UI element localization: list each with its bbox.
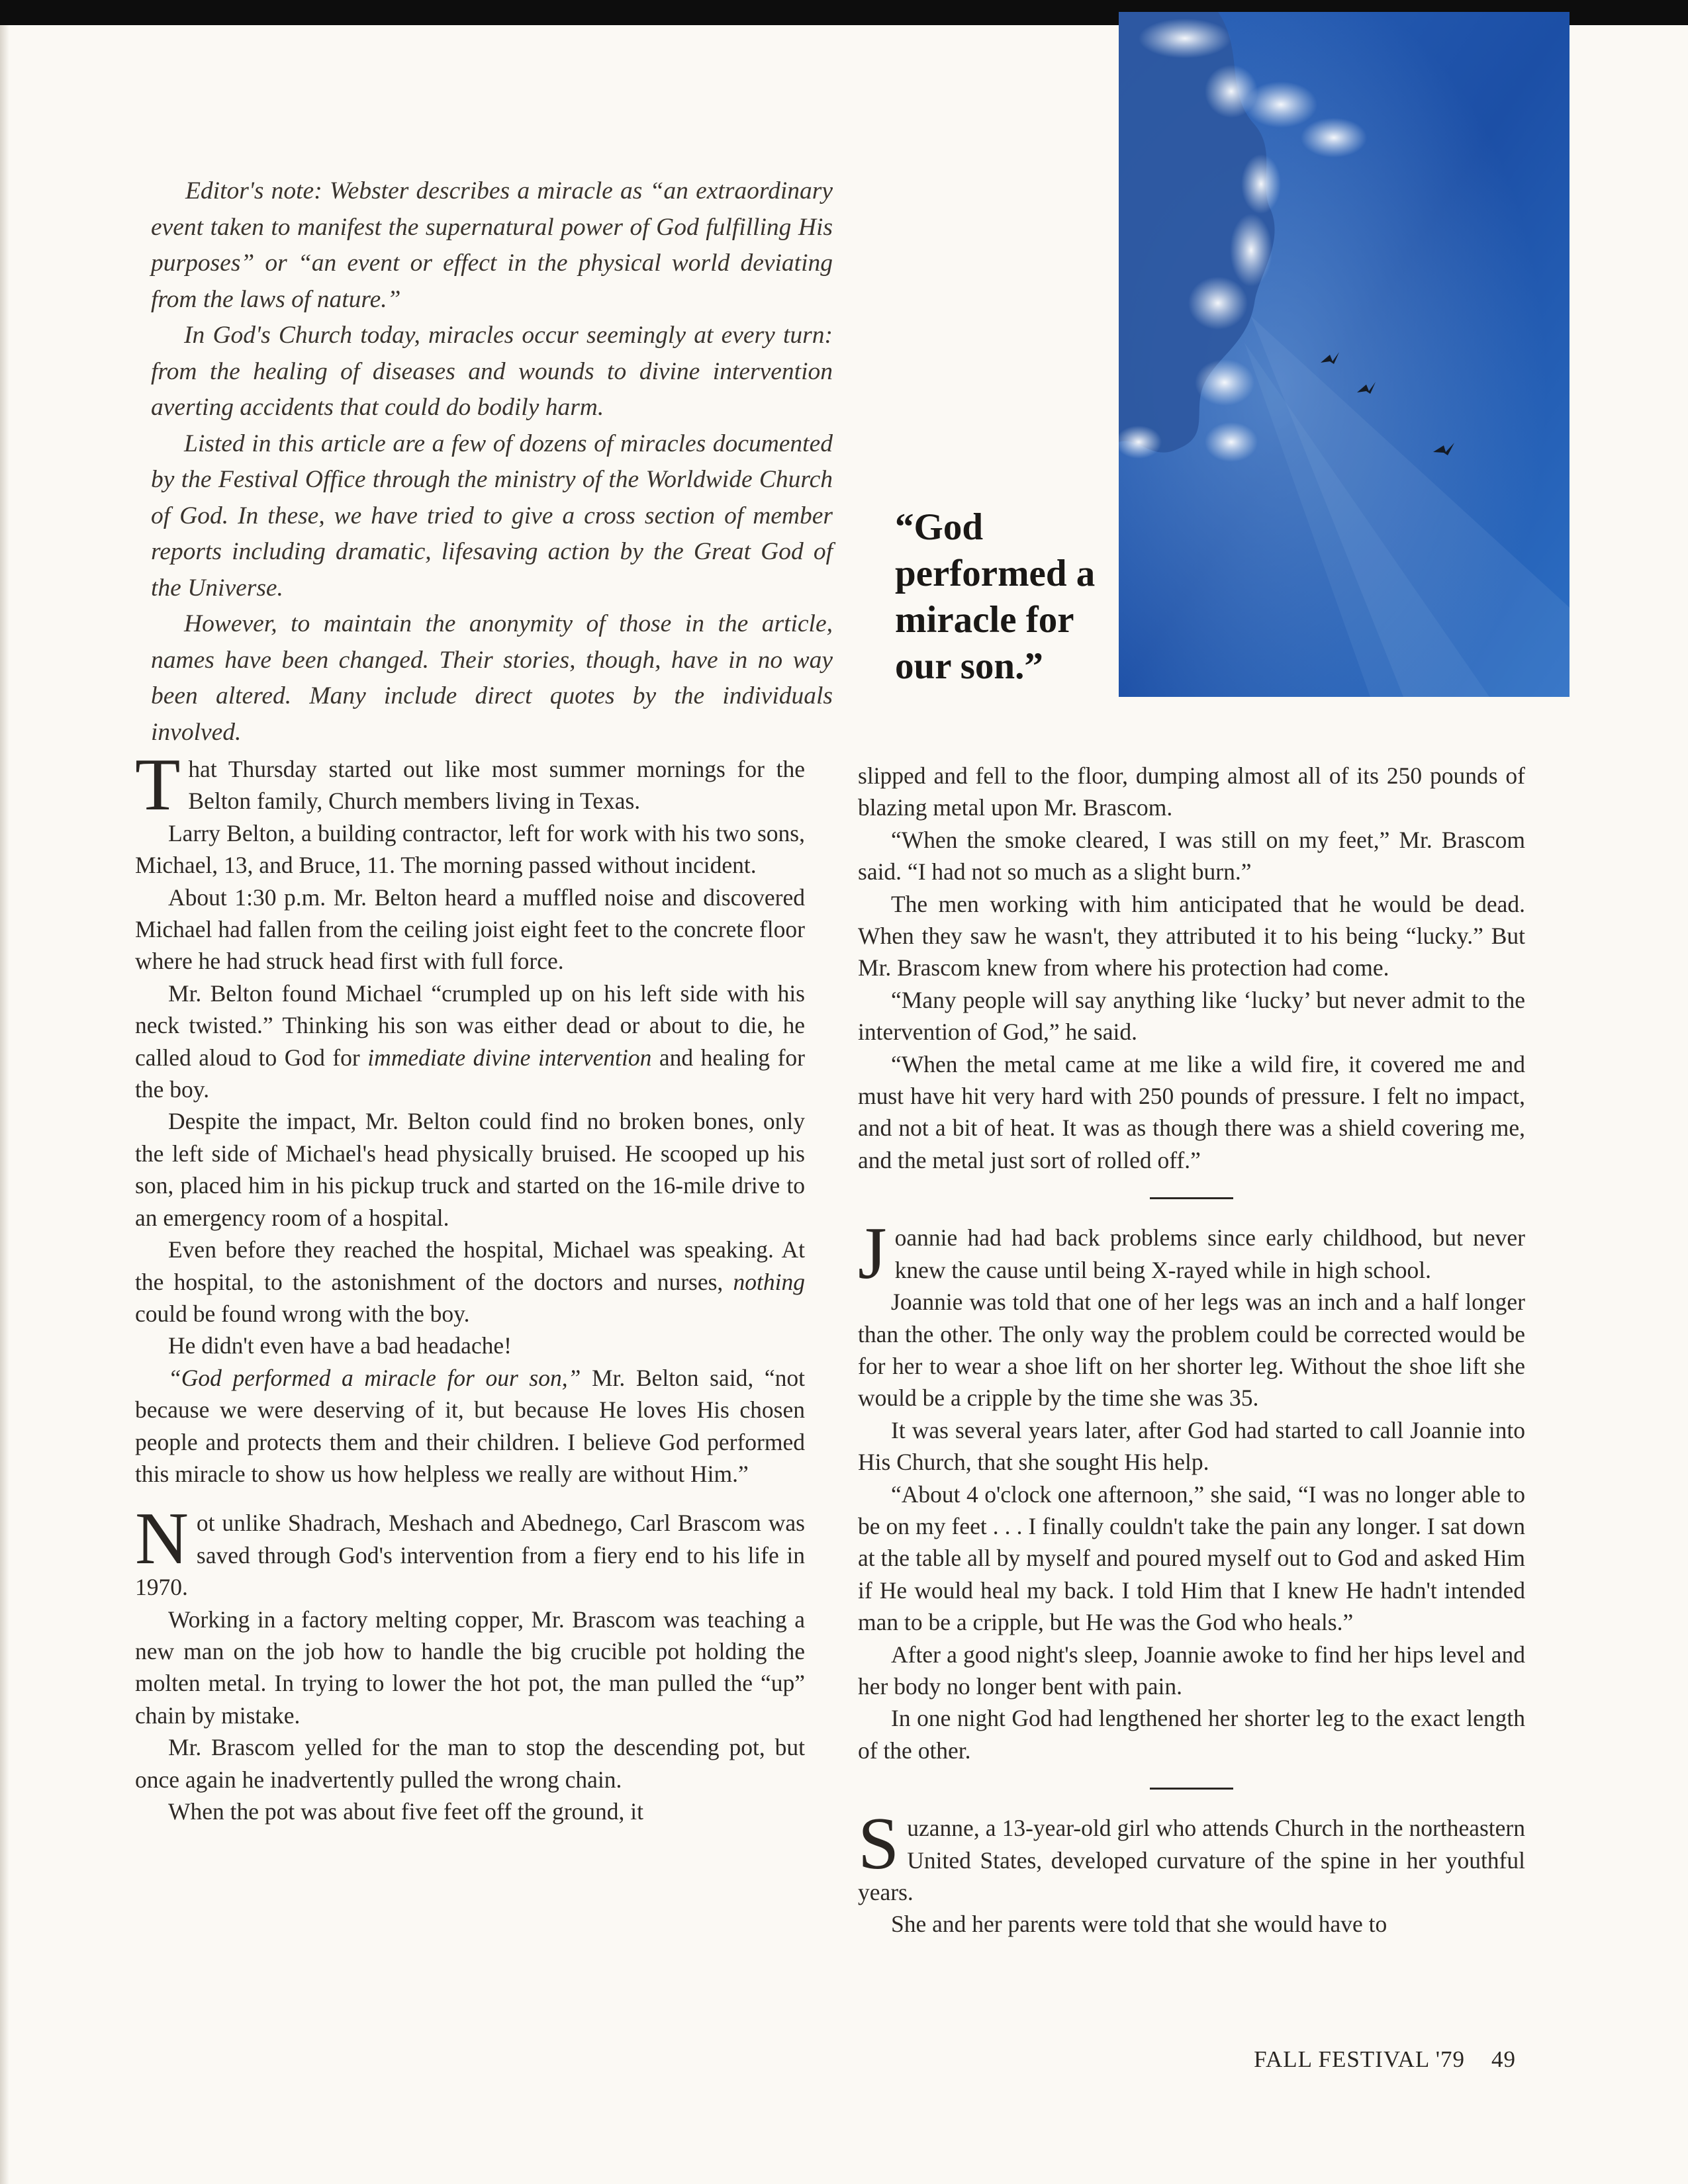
story-paragraph (135, 1498, 805, 1603)
story-emphasis: immediate divine intervention (367, 1044, 652, 1071)
left-column (135, 744, 805, 1827)
scan-left-edge (0, 25, 9, 2184)
story-emphasis: “God performed a miracle for our son,” (168, 1364, 581, 1391)
editor-note-paragraph: However, to maintain the anonymity of those in the article, names have been changed. Their stories, though, have in no way been altered. Many include direct quotes by the individuals involved. (151, 610, 833, 746)
story-paragraph: “When the smoke cleared, I was still on my feet,” Mr. Brascom said. “I had not so much as a slight burn.” (858, 826, 1525, 886)
story-paragraph: “Many people will say anything like ‘lucky’ but never admit to the intervention of God,” he said. (858, 986, 1525, 1046)
story-paragraph: slipped and fell to the floor, dumping almost all of its 250 pounds of blazing metal upon Mr. Brascom. (858, 762, 1525, 821)
story-paragraph: After a good night's sleep, Joannie awoke to find her hips level and her body no longer bent with pain. (858, 1641, 1525, 1700)
section-divider (1150, 1197, 1233, 1199)
story-paragraph (135, 744, 805, 826)
story-paragraph: Despite the impact, Mr. Belton could find no broken bones, only the left side of Michael's head physically bruised. He scooped up his son, placed him in his pickup truck and started on the 16-mile drive to an emergency room of a hospital. (135, 1108, 805, 1231)
story-paragraph: About 1:30 p.m. Mr. Belton heard a muffled noise and discovered Michael had fallen from the ceiling joist eight feet to the concrete floor where he had struck head first with full force. (135, 884, 805, 975)
story-text: Mr. Belton said, “not because we were deserving of it, but because He loves His chosen people and protects them and their children. I believe God performed this miracle to show us how helpless we really are without Him.” (135, 1364, 805, 1487)
page-footer (1254, 2046, 1516, 2073)
story-text: and healing for the boy. (135, 1044, 805, 1103)
editor-note-paragraph: Editor's note: Webster describes a miracle as “an extraordinary event taken to manifest the supernatural power of God fulfilling His purposes” or “an event or effect in the physical world deviating from the laws of nature.” (151, 177, 833, 313)
story-paragraph: She and her parents were told that she would have to (891, 1911, 1387, 1938)
editor-note-paragraph: Listed in this article are a few of dozens of miracles documented by the Festival Office through the ministry of the Worldwide Church of God. In these, we have tried to give a cross section of member reports including dramatic, lifesaving action by the Great God of the Universe. (151, 430, 833, 602)
editor-note (151, 173, 833, 751)
section-divider (1150, 1788, 1233, 1790)
story-paragraph: Joannie was told that one of her legs was an inch and a half longer than the other. The only way the problem could be corrected would be for her to wear a shoe lift on her shorter leg. Without the shoe lift she would be a cripple by the time she was 35. (858, 1289, 1525, 1412)
story-paragraph: “About 4 o'clock one afternoon,” she said, “I was no longer able to be on my feet . . . I finally couldn't take the pain any longer. I sat down at the table all by myself and poured myself out to God and asked Him if He would heal my back. I told Him that I knew He hadn't intended man to be a cripple, but He was the God who heals.” (858, 1480, 1525, 1636)
publication-name: FALL FESTIVAL '79 (1254, 2046, 1465, 2072)
story-paragraph: Working in a factory melting copper, Mr. Brascom was teaching a new man on the job how to handle the big crucible pot holding the molten metal. In trying to lower the hot pot, the man pulled the “up” chain by mistake. (135, 1606, 805, 1729)
story-paragraph: It was several years later, after God had started to call Joannie into His Church, that she sought His help. (858, 1416, 1525, 1476)
section-gap (135, 1490, 805, 1507)
sky-photo (1119, 12, 1570, 697)
drop-cap: N (135, 1498, 189, 1580)
story-paragraph: When the pot was about five feet off the ground, it (168, 1798, 644, 1825)
drop-cap: J (858, 1212, 887, 1295)
editor-note-paragraph: In God's Church today, miracles occur seemingly at every turn: from the healing of diseases and wounds to divine intervention averting accidents that could do bodily harm. (151, 322, 833, 421)
page-number: 49 (1491, 2046, 1516, 2072)
story-paragraph (135, 978, 805, 1106)
story-text: hat Thursday started out like most summer mornings for the Belton family, Church members living in Texas. (188, 756, 805, 815)
story-paragraph: The men working with him anticipated that he would be dead. When they saw he wasn't, they attributed it to his being “lucky.” But Mr. Brascom knew from where his protection had come. (858, 890, 1525, 981)
story-paragraph (858, 1803, 1525, 1908)
story-text: uzanne, a 13-year-old girl who attends Church in the northeastern United States, developed curvature of the spine in her youthful years. (858, 1815, 1525, 1905)
drop-cap: S (858, 1803, 900, 1886)
pull-quote: “God performed a miracle for our son.” (895, 506, 1096, 687)
story-paragraph: Mr. Brascom yelled for the man to stop the descending pot, but once again he inadvertently pulled the wrong chain. (135, 1734, 805, 1793)
story-text: oannie had had back problems since early childhood, but never knew the cause until being X-rayed while in high school. (894, 1224, 1525, 1283)
story-paragraph (135, 1234, 805, 1330)
story-text: Even before they reached the hospital, Michael was speaking. At the hospital, to the astonishment of the doctors and nurses, (135, 1236, 805, 1295)
story-paragraph: He didn't even have a bad headache! (168, 1332, 512, 1359)
story-text: Mr. Belton found Michael “crumpled up on his left side with his neck twisted.” Thinking his son was either dead or about to die, he called aloud to God for (135, 979, 805, 1071)
sky-photo-illustration (1119, 12, 1570, 697)
story-text: could be found wrong with the boy. (135, 1300, 470, 1327)
story-text: ot unlike Shadrach, Meshach and Abednego, Carl Brascom was saved through God's intervention from a fiery end to his life in 1970. (135, 1510, 805, 1601)
story-paragraph: “When the metal came at me like a wild fire, it covered me and must have hit very hard with 250 pounds of pressure. I felt no impact, and not a bit of heat. It was as though there was a shield covering me, and the metal just sort of rolled off.” (858, 1050, 1525, 1173)
story-paragraph: In one night God had lengthened her shorter leg to the exact length of the other. (858, 1705, 1525, 1764)
story-paragraph (858, 1212, 1525, 1295)
story-emphasis: nothing (733, 1268, 805, 1295)
right-column (858, 760, 1525, 1940)
story-paragraph: Larry Belton, a building contractor, left for work with his two sons, Michael, 13, and Bruce, 11. The morning passed without incident. (135, 819, 805, 879)
story-paragraph (135, 1362, 805, 1490)
drop-cap: T (135, 744, 181, 826)
